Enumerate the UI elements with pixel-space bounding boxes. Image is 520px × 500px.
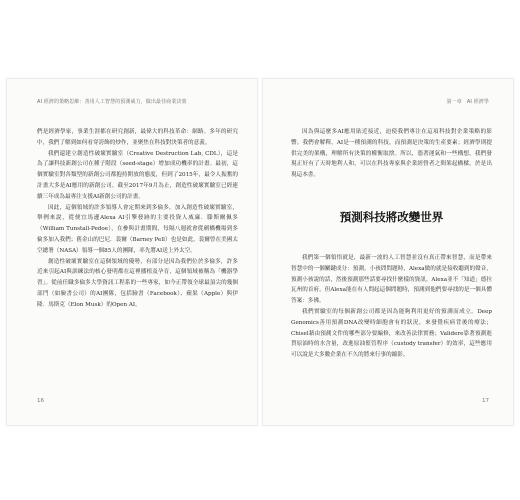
left-page-body — [37, 127, 238, 311]
right-page-body — [291, 127, 492, 361]
paragraph: 我們第一個領悟就是，最新一波的人工智慧並沒有真正帶來智慧，而是帶來智慧中的一個關鍵成分：預測。小孩問問題時，Alexa做的就是接收聽到的聲音，預測小孩說的話，然後預測那些話要尋找什麼樣的資訊。Alexa並不「知道」德拉瓦州的首府，但Alexa能在有人問起這個問題時，預測到他們要尋找的是一個具體答案：多佛。 — [291, 254, 492, 305]
page-number-left: 16 — [37, 398, 44, 404]
running-head-left: AI 經濟的策略思維：善用人工智慧的預測威力，做出最佳商業決策 — [37, 99, 187, 105]
paragraph: 我們還建立創造性破壞實驗室（Creative Destruction Lab, CDL），這是為了讓科技新創公司在種子階段（seed-stage）增加成功機率的計畫。最初，這個實驗室對各類型的新創公司都抱持開放的態度，但到了2015年，最令人振奮的計畫大多是AI應用的新創公司。截至2017年9月為止，創造性破壞實驗室已經連續三年成為最專注支援AI新創公司的計畫。 — [37, 150, 238, 200]
paragraph: 因為與這麼多AI應用貼近接近，迫使我們專注在這項科技對企業策略的影響。我們會解釋，AI是一種預測的科技，而預測是決策的生產要素；經濟學則提供完美的架構，理解所有決策的權衡取捨。所以，憑著運氣和一些構想，我們發現正好有了天時地利人和，可以在科技專家與企業經營者之間架起橋樑，於是出現這本書。 — [291, 129, 492, 179]
right-page — [262, 78, 514, 426]
paragraph: 因此，這個領域的許多領導人會定期來到多倫多，加入創造性破壞實驗室，舉例來說，從便宜馬遜Alexa AI引擎發跡的主要投資人威廉．滕斯爾佩多（William Tunstall-Pedoe），在參與計畫期間，每隔八週就會從劍橋機場到多倫多加入我們；舊金山的巴尼．裴爾（Barney Pell）也是如此，裴爾曾在美國太空總署（NASA）領導一個85人的團隊，率先將AI送上外太空。 — [37, 204, 238, 254]
left-page — [6, 78, 258, 426]
paragraph: 我們實驗室的每個新創公司都是因為能夠利用更好的預測而成立。Deep Genomics善用預測DNA改變時細胞會有的狀況，來發覺疾病背後的療法；Chisel藉由預測文件的哪些部分要編修，來改善法律實務；Validere靠著預測進貨原油時的水含量，改進原油監管程序（custody transfer）的效率，這些應用可以說是大多數企業在不久的將來行事的縮影。 — [291, 308, 492, 359]
running-head-right: 第一章 AI 經濟學 — [446, 99, 489, 105]
book-spread — [6, 78, 514, 424]
paragraph: 創造性破壞實驗室在這個領域的優勢，有部分是因為我們位於多倫多，許多近來引起AI與訓練法的核心發明都在這裡播植及孕育，這個領域被稱為「機器學習」。從前任職多倫多大學資訊工程系的一些專家，如今正帶領全球最頂尖的幾個部門（如臉書公司）的AI團隊，包括臉書（Facebook）、蘋果（Apple）與伊隆．馬斯克（Elon Musk）的Open AI。 — [37, 258, 238, 308]
section-title: 預測科技將改變世界 — [339, 209, 444, 224]
page-number-right: 17 — [482, 398, 489, 404]
paragraph: 們是經濟學家，事業生涯都在研究創新，最偉大的科技革命：網路。多年的研究中，我們了解到如何看穿誇飾的炒作，並聚焦在科技對決策者的意義。 — [37, 129, 238, 146]
